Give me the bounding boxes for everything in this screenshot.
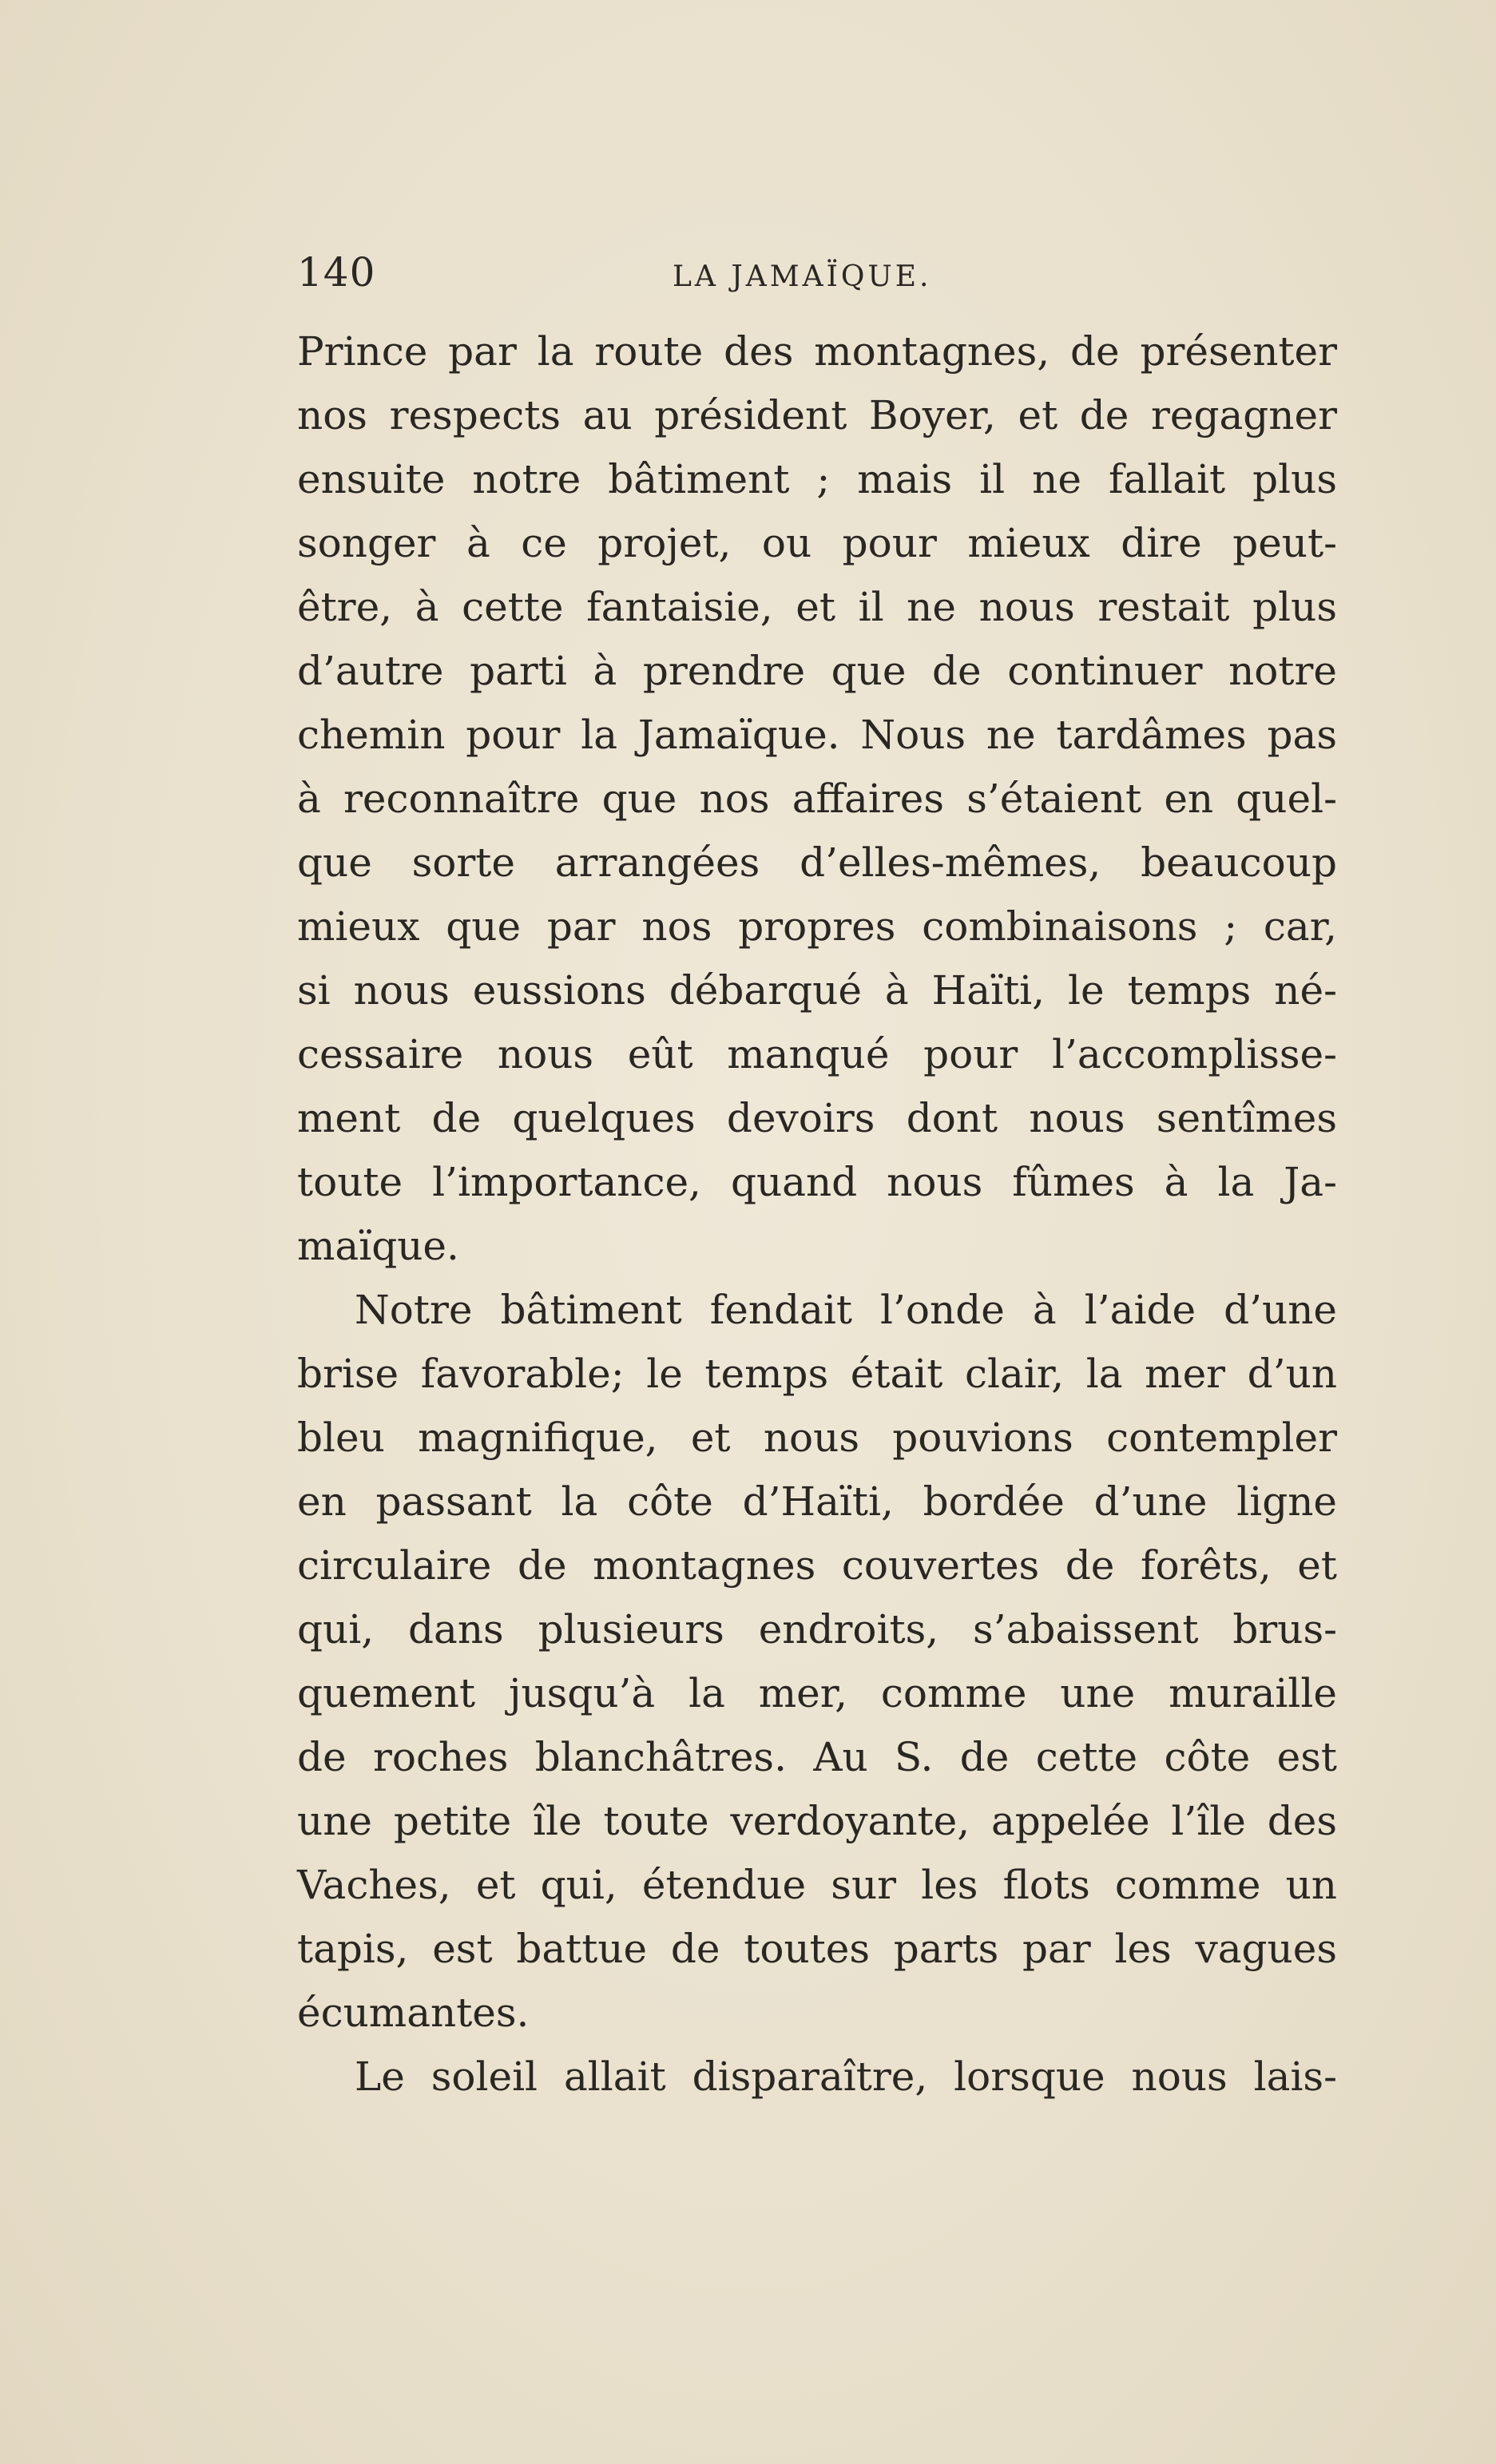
text-line: nos respects au président Boyer, et de regagner xyxy=(297,392,1337,438)
text-line: que sorte arrangées d’elles-mêmes, beaucoup xyxy=(297,839,1337,886)
text-line: à reconnaître que nos affaires s’étaient en quel- xyxy=(297,776,1337,822)
text-line: une petite île toute verdoyante, appelée l’île des xyxy=(297,1798,1337,1844)
text-line: songer à ce projet, ou pour mieux dire peut- xyxy=(297,520,1337,566)
text-line: d’autre parti à prendre que de continuer notre xyxy=(297,648,1337,694)
text-line: tapis, est battue de toutes parts par les vagues xyxy=(297,1926,1337,1972)
text-line: chemin pour la Jamaïque. Nous ne tardâmes pas xyxy=(297,712,1337,758)
text-line: ment de quelques devoirs dont nous sentîmes xyxy=(297,1095,1337,1141)
text-line: être, à cette fantaisie, et il ne nous restait plus xyxy=(297,584,1337,630)
paragraph-start-line: Notre bâtiment fendait l’onde à l’aide d’une xyxy=(355,1287,1337,1333)
text-line: de roches blanchâtres. Au S. de cette côte est xyxy=(297,1734,1337,1780)
text-line: ensuite notre bâtiment ; mais il ne fallait plus xyxy=(297,456,1337,502)
text-line: maïque. xyxy=(297,1223,459,1269)
paragraph-start-line: Le soleil allait disparaître, lorsque nous lais- xyxy=(355,2053,1337,2100)
text-line: Prince par la route des montagnes, de présenter xyxy=(297,328,1337,375)
text-line: écumantes. xyxy=(297,1990,530,2036)
page-number: 140 xyxy=(297,249,376,296)
text-line: brise favorable; le temps était clair, la mer d’un xyxy=(297,1351,1337,1397)
running-head xyxy=(297,249,1335,297)
text-line: si nous eussions débarqué à Haïti, le temps né- xyxy=(297,967,1337,1014)
text-line: quement jusqu’à la mer, comme une muraille xyxy=(297,1670,1337,1716)
text-line: toute l’importance, quand nous fûmes à la Ja- xyxy=(297,1159,1337,1205)
text-line: qui, dans plusieurs endroits, s’abaissent brus- xyxy=(297,1606,1337,1653)
text-line: bleu magnifique, et nous pouvions contempler xyxy=(297,1415,1337,1461)
text-line: Vaches, et qui, étendue sur les flots comme un xyxy=(297,1862,1337,1908)
text-line: cessaire nous eût manqué pour l’accomplisse- xyxy=(297,1031,1337,1077)
text-line: en passant la côte d’Haïti, bordée d’une ligne xyxy=(297,1478,1337,1525)
body-text xyxy=(297,319,1337,2109)
text-line: circulaire de montagnes couvertes de forêts, et xyxy=(297,1542,1337,1589)
text-line: mieux que par nos propres combinaisons ; car, xyxy=(297,903,1337,950)
running-title: LA JAMAÏQUE. xyxy=(673,260,932,293)
